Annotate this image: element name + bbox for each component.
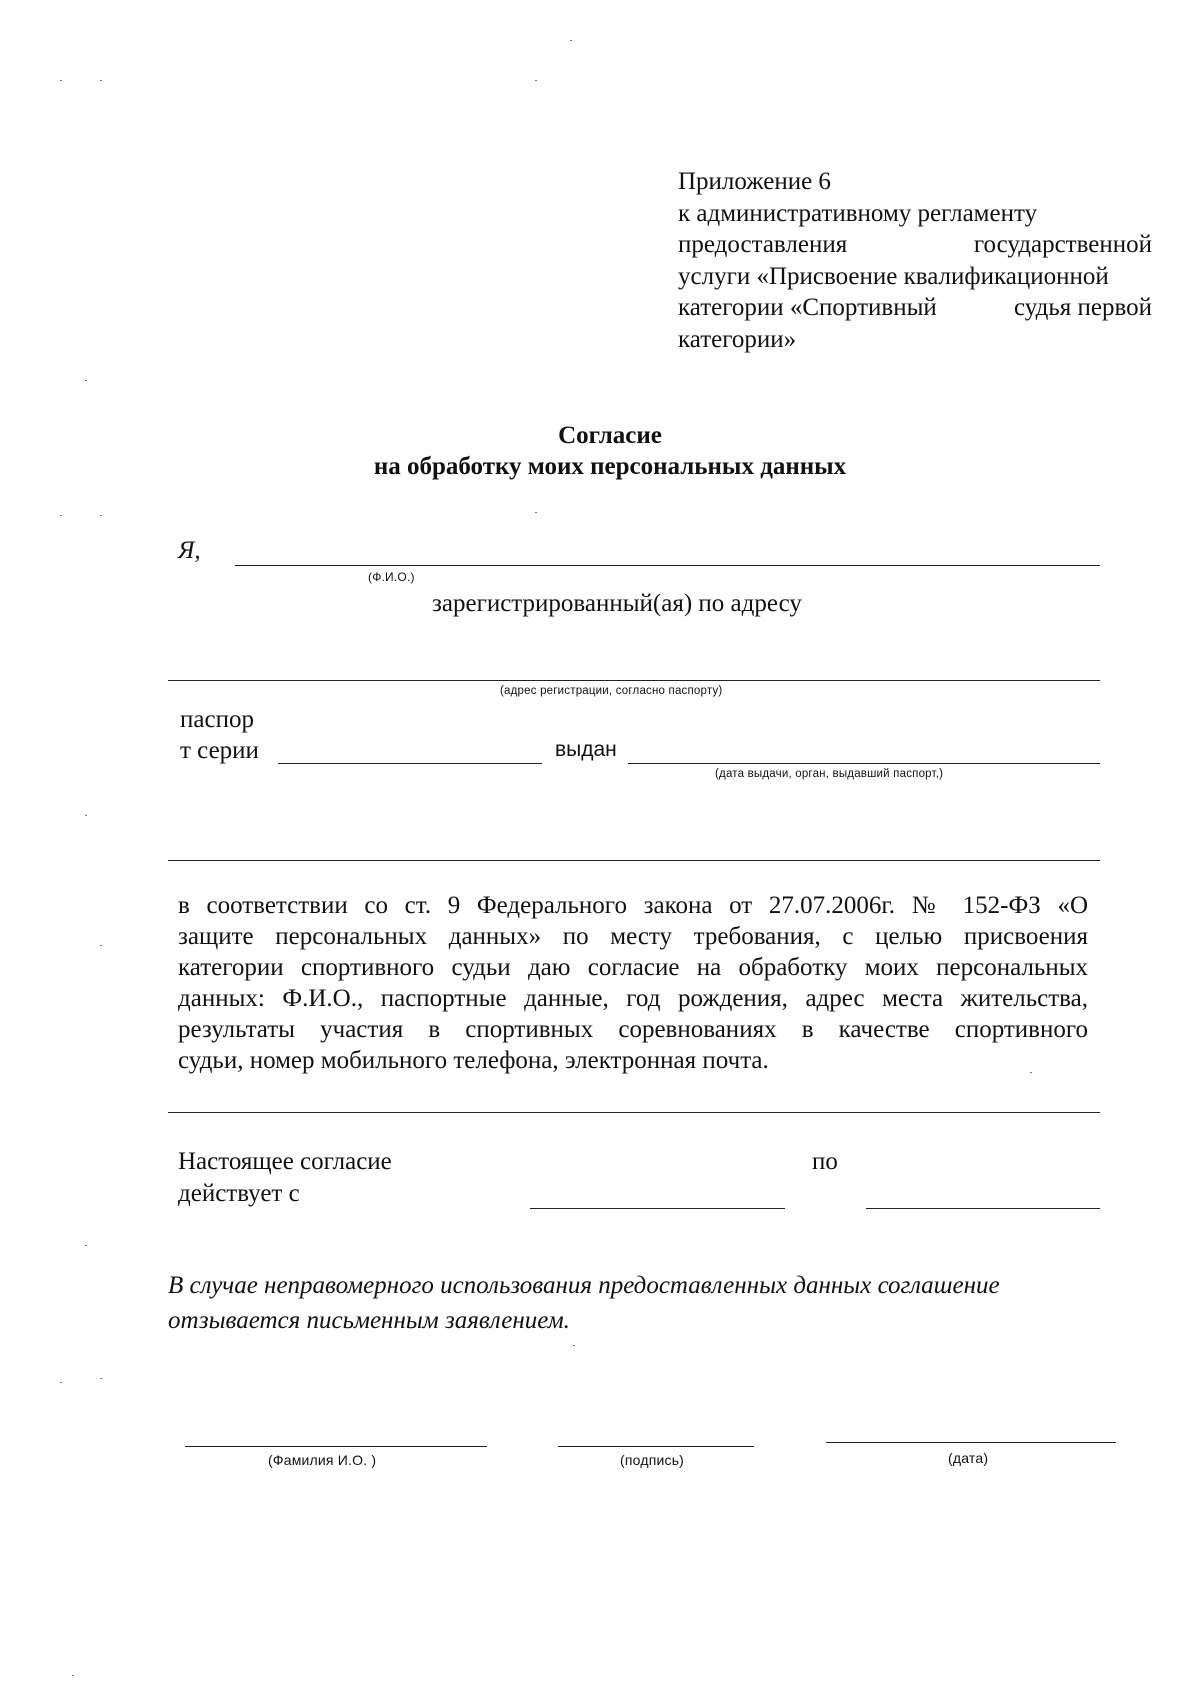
scan-speck xyxy=(100,80,102,81)
revocation-notice xyxy=(168,1268,1098,1338)
name-signature-field[interactable] xyxy=(185,1446,487,1447)
appendix-word: государственной xyxy=(973,231,1152,258)
notice-line: отзывается письменным заявлением. xyxy=(168,1307,570,1334)
paragraph-line: данных: Ф.И.О., паспортные данные, год рождения, адрес места жительства, xyxy=(178,985,1088,1012)
scan-speck xyxy=(60,1382,62,1383)
paragraph-line: в соответствии со ст. 9 Федерального закона от 27.07.2006г. № 152-ФЗ «О xyxy=(178,892,1088,919)
consent-paragraph xyxy=(178,890,1088,1076)
scan-speck xyxy=(100,945,102,946)
notice-line: В случае неправомерного использования предоставленных данных соглашение xyxy=(168,1272,1000,1299)
fio-field[interactable] xyxy=(235,565,1100,566)
address-field[interactable] xyxy=(168,680,1100,681)
scan-speck xyxy=(85,380,87,381)
signature-field[interactable] xyxy=(558,1446,754,1447)
paragraph-line: судьи, номер мобильного телефона, электронная почта. xyxy=(178,1047,769,1074)
scan-speck xyxy=(100,515,102,516)
validity-label-2: действует с xyxy=(178,1180,300,1207)
scan-speck xyxy=(573,1345,575,1346)
valid-from-field[interactable] xyxy=(530,1208,785,1209)
title-line-1: Согласие xyxy=(558,422,662,449)
title-line-2: на обработку моих персональных данных xyxy=(373,453,847,480)
scan-speck xyxy=(570,40,572,41)
appendix-word: категории «Спортивный xyxy=(678,294,937,321)
issued-label: выдан xyxy=(555,738,617,761)
passport-label-2: т серии xyxy=(180,737,259,764)
validity-label-1: Настоящее согласие xyxy=(178,1148,392,1175)
issued-field-continuation[interactable] xyxy=(168,860,1100,861)
appendix-line: Приложение 6 xyxy=(678,168,831,195)
scan-speck xyxy=(1030,1072,1032,1073)
appendix-word: судья первой xyxy=(1013,294,1152,321)
name-caption: (Фамилия И.О. ) xyxy=(268,1452,377,1468)
appendix-block xyxy=(678,166,1152,355)
appendix-line xyxy=(678,292,1152,324)
appendix-word: предоставления xyxy=(678,231,848,258)
i-label: Я, xyxy=(178,537,201,564)
scan-speck xyxy=(85,1245,87,1246)
valid-to-field[interactable] xyxy=(866,1208,1100,1209)
passport-series-field[interactable] xyxy=(278,763,542,764)
scan-speck xyxy=(535,80,537,81)
issued-field[interactable] xyxy=(628,763,1100,764)
date-field[interactable] xyxy=(826,1442,1116,1443)
paragraph-line: результаты участия в спортивных соревнованиях в качестве спортивного xyxy=(178,1016,1088,1043)
address-caption: (адрес регистрации, согласно паспорту) xyxy=(500,685,723,697)
valid-to-label: по xyxy=(812,1148,838,1175)
paragraph-line: категории спортивного судьи даю согласие на обработку моих персональных xyxy=(178,954,1088,981)
paragraph-line: защите персональных данных» по месту требования, с целью присвоения xyxy=(178,923,1088,950)
appendix-line: категории» xyxy=(678,325,797,353)
scan-speck xyxy=(60,515,62,516)
date-caption: (дата) xyxy=(948,1450,989,1466)
issued-caption: (дата выдачи, орган, выдавший паспорт,) xyxy=(715,768,944,780)
scan-speck xyxy=(72,1675,74,1676)
appendix-line xyxy=(678,229,1152,261)
scan-speck xyxy=(85,815,87,816)
scan-speck xyxy=(60,80,62,81)
passport-label-1: паспор xyxy=(180,706,254,733)
extra-data-field[interactable] xyxy=(168,1112,1100,1113)
appendix-line: услуги «Присвоение квалификационной xyxy=(678,262,1109,290)
scan-speck xyxy=(535,512,537,513)
registered-label: зарегистрированный(ая) по адресу xyxy=(432,590,802,617)
signature-caption: (подпись) xyxy=(620,1452,685,1468)
document-title xyxy=(300,420,920,482)
scan-speck xyxy=(100,1378,102,1379)
appendix-line: к административному регламенту xyxy=(678,199,1038,227)
fio-caption: (Ф.И.О.) xyxy=(368,570,415,584)
